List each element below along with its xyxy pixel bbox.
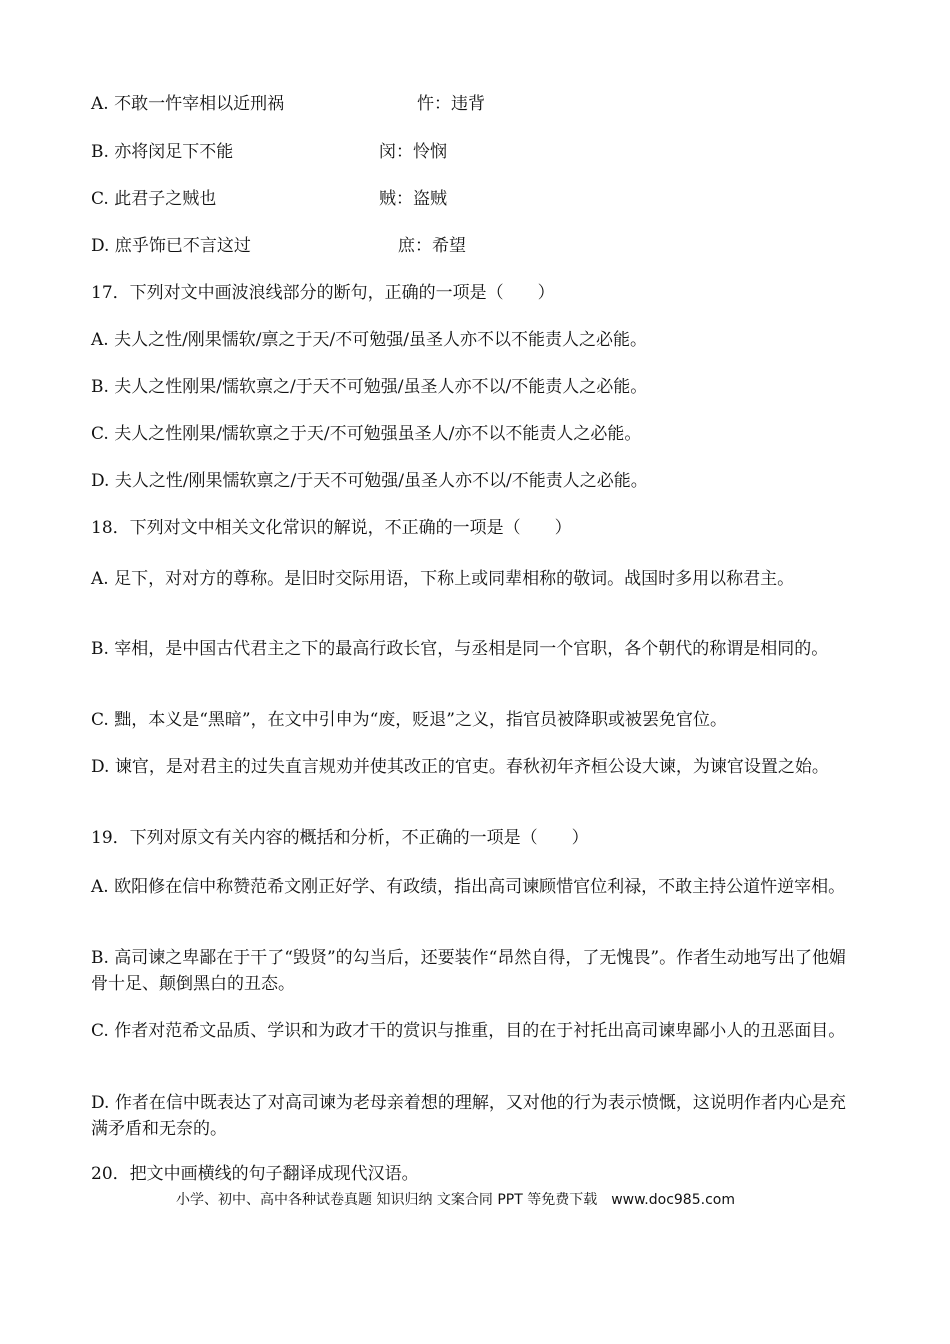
q18-option-b: B. 宰相，是中国古代君主之下的最高行政长官，与丞相是同一个官职，各个朝代的称谓是相同的。 — [91, 639, 829, 659]
q18-option-d: D. 谏官，是对君主的过失直言规劝并使其改正的官吏。春秋初年齐桓公设大谏，为谏官设置之始。 — [91, 757, 829, 777]
q16-option-a-gloss: 忤：违背 — [417, 94, 485, 114]
q20-stem: 20．把文中画横线的句子翻译成现代汉语。 — [91, 1164, 419, 1184]
q18-option-a: A. 足下，对对方的尊称。是旧时交际用语，下称上或同辈相称的敬词。战国时多用以称君主。 — [91, 569, 795, 589]
q16-option-d-gloss: 庶：希望 — [398, 236, 466, 256]
q16-option-b-gloss: 闵：怜悯 — [379, 142, 447, 162]
q19-option-a: A. 欧阳修在信中称赞范希文刚正好学、有政绩，指出高司谏顾惜官位利禄，不敢主持公道忤逆宰相。 — [91, 877, 846, 897]
q18-option-c: C. 黜，本义是“黑暗”，在文中引申为“废，贬退”之义，指官员被降职或被罢免官位。 — [91, 710, 727, 730]
q19-option-c: C. 作者对范希文品质、学识和为政才干的赏识与推重，目的在于衬托出高司谏卑鄙小人的丑恶面目。 — [91, 1021, 846, 1041]
q16-option-b: B. 亦将闵足下不能 — [91, 142, 234, 162]
q16-option-c: C. 此君子之贼也 — [91, 189, 217, 209]
page-footer: 小学、初中、高中各种试卷真题 知识归纳 文案合同 PPT 等免费下载 www.doc985.com — [176, 1192, 735, 1208]
q19-option-b: B. 高司谏之卑鄙在于干了“毁贤”的勾当后，还要装作“昂然自得，了无愧畏”。作者生动地写出了他媚骨十足、颠倒黑白的丑态。 — [91, 948, 847, 994]
q16-option-c-gloss: 贼：盗贼 — [379, 189, 447, 209]
q19-stem: 19．下列对原文有关内容的概括和分析，不正确的一项是（ ） — [91, 828, 589, 848]
q16-option-a: A. 不敢一忤宰相以近刑祸 — [91, 94, 285, 114]
q18-stem: 18．下列对文中相关文化常识的解说，不正确的一项是（ ） — [91, 518, 572, 538]
q16-option-d: D. 庶乎饰已不言这过 — [91, 236, 251, 256]
q17-option-b: B. 夫人之性刚果/懦软禀之/于天不可勉强/虽圣人亦不以/不能责人之必能。 — [91, 377, 648, 397]
q19-option-d: D. 作者在信中既表达了对高司谏为老母亲着想的理解，又对他的行为表示愤慨，这说明作者内心是充满矛盾和无奈的。 — [91, 1093, 846, 1139]
q17-option-a: A. 夫人之性/刚果懦软/禀之于天/不可勉强/虽圣人亦不以不能责人之必能。 — [91, 330, 647, 350]
q17-option-d: D. 夫人之性/刚果懦软禀之/于天不可勉强/虽圣人亦不以/不能责人之必能。 — [91, 471, 648, 491]
q17-option-c: C. 夫人之性刚果/懦软禀之于天/不可勉强虽圣人/亦不以不能责人之必能。 — [91, 424, 642, 444]
q17-stem: 17．下列对文中画波浪线部分的断句，正确的一项是（ ） — [91, 283, 555, 303]
